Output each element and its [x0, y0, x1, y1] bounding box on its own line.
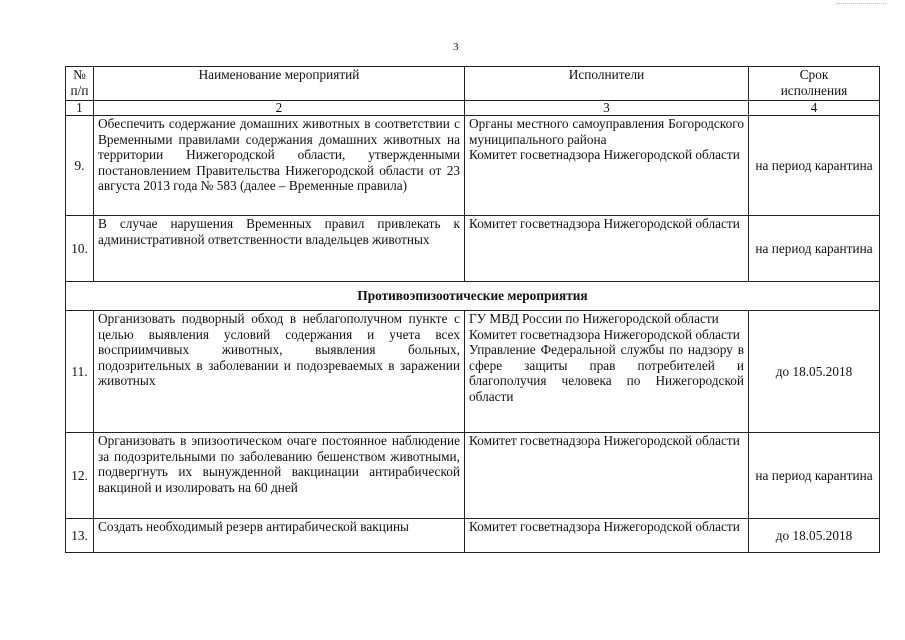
table-row	[66, 433, 880, 519]
measure-text: Организовать подворный обход в неблагополучном пункте с целью выявления условий содержания и учета всех восприимчивых животных, выявления больных, подозрительных в заболевании и подозреваемых в заражении животных	[94, 311, 465, 433]
column-number: 3	[465, 101, 749, 116]
column-number: 2	[94, 101, 465, 116]
term-text: на период карантина	[749, 116, 880, 216]
row-number: 13.	[66, 519, 94, 553]
executor-text: Комитет госветнадзора Нижегородской области	[469, 326, 740, 342]
header-term: Срок исполнения	[749, 67, 880, 101]
header-num: № п/п	[66, 67, 94, 101]
executor-text: Комитет госветнадзора Нижегородской области	[469, 216, 740, 231]
measure-text: Создать необходимый резерв антирабической вакцины	[94, 519, 465, 553]
table-row	[66, 311, 880, 433]
executor-text: Комитет госветнадзора Нижегородской области	[469, 519, 740, 534]
column-numbers-row	[66, 101, 880, 116]
column-number: 1	[66, 101, 94, 116]
measure-text: Организовать в эпизоотическом очаге постоянное наблюдение за подозрительными по заболеванию бешенством животными, подвергнуть их вынужденной вакцинации антирабической вакциной и изолировать на 60 дней	[94, 433, 465, 519]
executors-cell	[465, 519, 749, 553]
executors-cell	[465, 116, 749, 216]
row-number: 11.	[66, 311, 94, 433]
measures-table	[65, 66, 880, 553]
executors-cell	[465, 216, 749, 282]
executors-cell	[465, 433, 749, 519]
section-row	[66, 282, 880, 311]
executor-text: Комитет госветнадзора Нижегородской области	[469, 147, 740, 163]
table-row	[66, 116, 880, 216]
term-text: до 18.05.2018	[749, 519, 880, 553]
table-row	[66, 519, 880, 553]
executors-cell	[465, 311, 749, 433]
row-number: 9.	[66, 116, 94, 216]
measure-text: В случае нарушения Временных правил привлекать к административной ответственности владельцев животных	[94, 216, 465, 282]
executor-text: Управление Федеральной службы по надзору в сфере защиты прав потребителей и благополучия человека по Нижегородской области	[469, 342, 744, 404]
table-row	[66, 216, 880, 282]
header-name: Наименование мероприятий	[94, 67, 465, 101]
row-number: 12.	[66, 433, 94, 519]
column-number: 4	[749, 101, 880, 116]
term-text: до 18.05.2018	[749, 311, 880, 433]
page-number: 3	[453, 41, 459, 53]
executor-text: ГУ МВД России по Нижегородской области	[469, 311, 719, 326]
section-title: Противоэпизоотические мероприятия	[66, 282, 880, 311]
table-header-row	[66, 67, 880, 101]
header-executors: Исполнители	[465, 67, 749, 101]
term-text: на период карантина	[749, 433, 880, 519]
executor-text: Комитет госветнадзора Нижегородской области	[469, 433, 740, 448]
row-number: 10.	[66, 216, 94, 282]
executor-text: Органы местного самоуправления Богородского муниципального района	[469, 116, 744, 147]
scan-corner-mark	[836, 3, 886, 4]
measure-text: Обеспечить содержание домашних животных в соответствии с Временными правилами содержания домашних животных на территории Нижегородской области, утвержденными постановлением Правительства Нижегородской области от 23 августа 2013 года № 583 (далее – Временные правила)	[94, 116, 465, 216]
term-text: на период карантина	[749, 216, 880, 282]
